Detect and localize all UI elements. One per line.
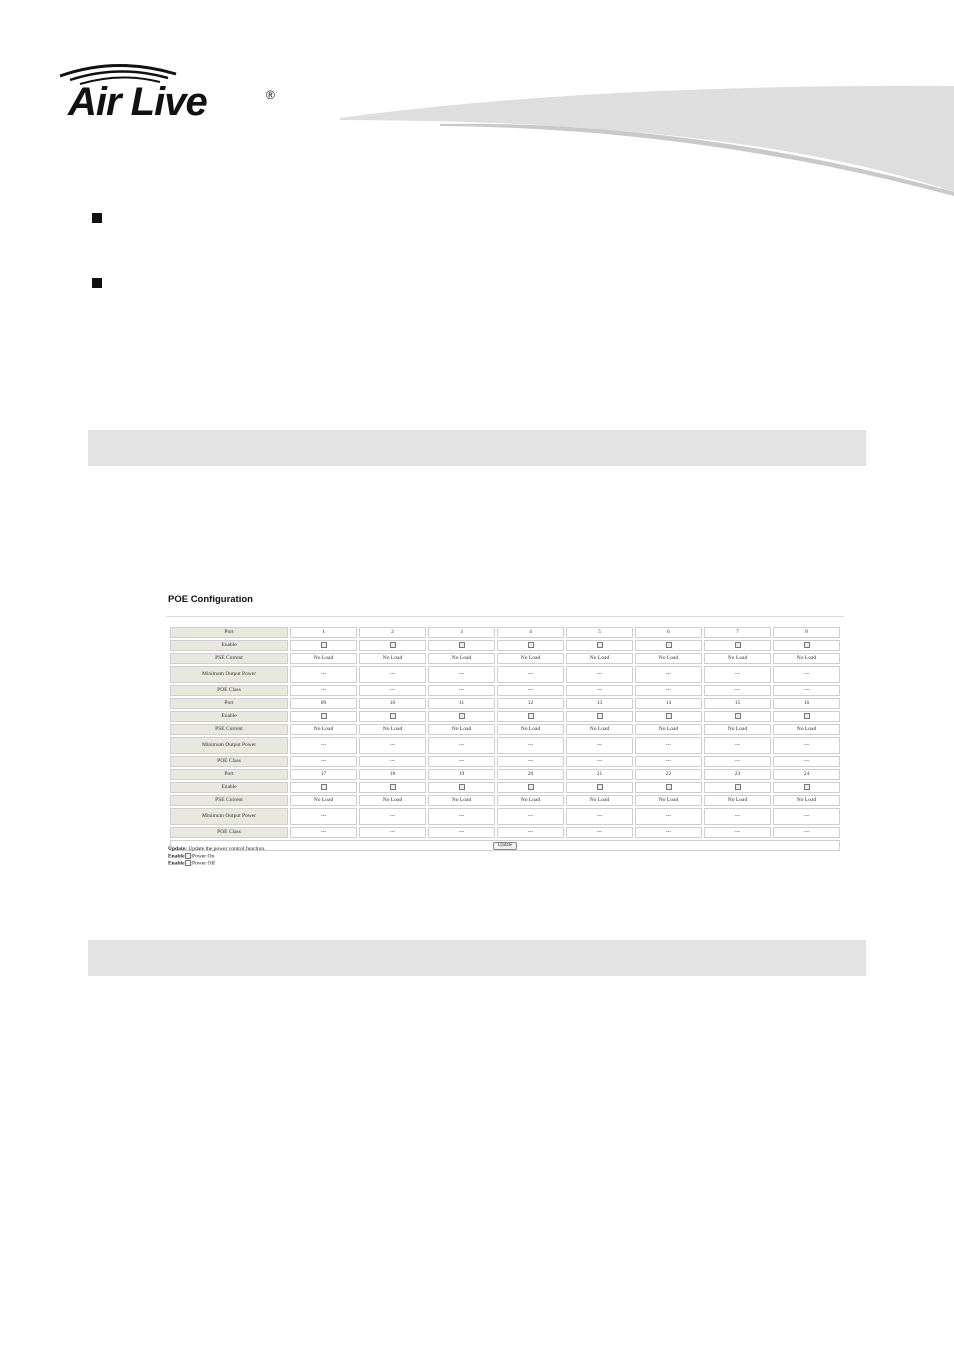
port-number-cell: 16 xyxy=(773,698,840,709)
bullet-1 xyxy=(92,213,102,223)
pse-current-row xyxy=(170,653,840,664)
enable-cell xyxy=(290,782,357,793)
poe-class-cell: --- xyxy=(704,685,771,696)
min-output-label: Minimum Output Power xyxy=(170,737,288,754)
enable-checkbox[interactable] xyxy=(666,784,672,790)
min-output-cell: --- xyxy=(773,808,840,825)
min-output-row xyxy=(170,808,840,825)
pse-current-cell: No Load xyxy=(359,653,426,664)
poe-class-cell: --- xyxy=(635,756,702,767)
update-row xyxy=(170,840,840,851)
header-swoosh-graphic xyxy=(340,80,954,200)
pse-current-cell: No Load xyxy=(497,724,564,735)
enable-cell xyxy=(635,782,702,793)
poe-class-cell: --- xyxy=(290,827,357,838)
pse-current-cell: No Load xyxy=(428,653,495,664)
enable-cell xyxy=(635,711,702,722)
min-output-cell: --- xyxy=(704,737,771,754)
min-output-cell: --- xyxy=(290,666,357,683)
min-output-cell: --- xyxy=(566,808,633,825)
min-output-cell: --- xyxy=(635,666,702,683)
min-output-cell: --- xyxy=(704,808,771,825)
enable-label: Enable xyxy=(170,711,288,722)
poe-notes xyxy=(168,846,265,868)
pse-current-cell: No Load xyxy=(773,724,840,735)
port-number-cell: 23 xyxy=(704,769,771,780)
port-number-cell: 12 xyxy=(497,698,564,709)
min-output-cell: --- xyxy=(359,808,426,825)
poe-class-label: POE Class xyxy=(170,685,288,696)
enable-checkbox[interactable] xyxy=(390,784,396,790)
enable-cell xyxy=(428,640,495,651)
port-number-cell: 15 xyxy=(704,698,771,709)
pse-current-row xyxy=(170,724,840,735)
enable-cell xyxy=(704,782,771,793)
poe-class-row xyxy=(170,685,840,696)
note-update-text: Update the power control function. xyxy=(188,846,266,852)
poe-class-label: POE Class xyxy=(170,827,288,838)
min-output-cell: --- xyxy=(428,666,495,683)
port-number-cell: 7 xyxy=(704,627,771,638)
poe-class-cell: --- xyxy=(566,685,633,696)
section-header-band-2 xyxy=(88,940,866,976)
airlive-logo xyxy=(56,58,286,128)
enable-checkbox[interactable] xyxy=(321,642,327,648)
port-number-cell: 11 xyxy=(428,698,495,709)
enable-cell xyxy=(290,640,357,651)
poe-class-cell: --- xyxy=(566,756,633,767)
port-label: Port xyxy=(170,627,288,638)
port-number-cell: 14 xyxy=(635,698,702,709)
port-row xyxy=(170,698,840,709)
poe-class-cell: --- xyxy=(566,827,633,838)
poe-class-cell: --- xyxy=(359,685,426,696)
port-number-cell: 19 xyxy=(428,769,495,780)
pse-current-label: PSE Current xyxy=(170,653,288,664)
enable-checkbox[interactable] xyxy=(390,642,396,648)
enable-label: Enable xyxy=(170,782,288,793)
port-number-cell: 8 xyxy=(773,627,840,638)
pse-current-cell: No Load xyxy=(773,653,840,664)
min-output-cell: --- xyxy=(773,737,840,754)
pse-current-cell: No Load xyxy=(497,795,564,806)
pse-current-cell: No Load xyxy=(290,724,357,735)
enable-checkbox[interactable] xyxy=(597,713,603,719)
port-number-cell: 20 xyxy=(497,769,564,780)
poe-class-cell: --- xyxy=(290,685,357,696)
poe-class-cell: --- xyxy=(290,756,357,767)
min-output-cell: --- xyxy=(566,666,633,683)
section-header-band-1 xyxy=(88,430,866,466)
enable-cell xyxy=(773,782,840,793)
enable-checkbox[interactable] xyxy=(804,642,810,648)
port-number-cell: 1 xyxy=(290,627,357,638)
poe-class-cell: --- xyxy=(359,827,426,838)
min-output-cell: --- xyxy=(635,808,702,825)
min-output-label: Minimum Output Power xyxy=(170,808,288,825)
enable-cell xyxy=(290,711,357,722)
bullet-2 xyxy=(92,278,102,288)
enable-checkbox[interactable] xyxy=(735,642,741,648)
enable-label: Enable xyxy=(170,640,288,651)
min-output-cell: --- xyxy=(428,808,495,825)
enable-cell xyxy=(704,640,771,651)
enable-checkbox[interactable] xyxy=(321,784,327,790)
port-number-cell: 2 xyxy=(359,627,426,638)
update-button[interactable]: Update xyxy=(493,842,517,850)
pse-current-label: PSE Current xyxy=(170,795,288,806)
port-label: Port xyxy=(170,698,288,709)
pse-current-label: PSE Current xyxy=(170,724,288,735)
pse-current-cell: No Load xyxy=(290,653,357,664)
enable-checkbox[interactable] xyxy=(735,713,741,719)
poe-class-label: POE Class xyxy=(170,756,288,767)
min-output-cell: --- xyxy=(566,737,633,754)
pse-current-cell: No Load xyxy=(635,653,702,664)
poe-configuration-panel xyxy=(166,588,844,870)
min-output-cell: --- xyxy=(635,737,702,754)
port-row xyxy=(170,769,840,780)
enable-cell xyxy=(497,711,564,722)
logo-registered-mark: ® xyxy=(266,88,275,102)
pse-current-cell: No Load xyxy=(428,724,495,735)
note-enable-label-off: Enable xyxy=(168,860,185,867)
port-number-cell: 6 xyxy=(635,627,702,638)
min-output-cell: --- xyxy=(290,737,357,754)
enable-cell xyxy=(359,640,426,651)
poe-class-cell: --- xyxy=(497,827,564,838)
logo-text: Air Live xyxy=(68,80,207,124)
pse-current-cell: No Load xyxy=(773,795,840,806)
pse-current-cell: No Load xyxy=(359,724,426,735)
port-number-cell: 09 xyxy=(290,698,357,709)
pse-current-cell: No Load xyxy=(359,795,426,806)
enable-cell xyxy=(773,711,840,722)
poe-class-cell: --- xyxy=(359,756,426,767)
pse-current-cell: No Load xyxy=(497,653,564,664)
min-output-cell: --- xyxy=(704,666,771,683)
min-output-cell: --- xyxy=(773,666,840,683)
pse-current-cell: No Load xyxy=(290,795,357,806)
poe-class-cell: --- xyxy=(497,685,564,696)
poe-class-cell: --- xyxy=(704,756,771,767)
enable-checkbox[interactable] xyxy=(804,784,810,790)
note-power-off: :Power Off xyxy=(190,860,216,867)
min-output-row xyxy=(170,737,840,754)
enable-row xyxy=(170,711,840,722)
enable-checkbox[interactable] xyxy=(459,784,465,790)
port-label: Port xyxy=(170,769,288,780)
poe-class-cell: --- xyxy=(773,756,840,767)
min-output-cell: --- xyxy=(359,737,426,754)
pse-current-cell: No Load xyxy=(635,795,702,806)
enable-checkbox[interactable] xyxy=(597,784,603,790)
enable-cell xyxy=(566,640,633,651)
enable-row xyxy=(170,640,840,651)
enable-checkbox[interactable] xyxy=(528,713,534,719)
min-output-cell: --- xyxy=(497,737,564,754)
min-output-cell: --- xyxy=(290,808,357,825)
title-divider xyxy=(166,616,844,617)
enable-checkbox[interactable] xyxy=(528,642,534,648)
poe-class-cell: --- xyxy=(428,827,495,838)
poe-class-cell: --- xyxy=(428,756,495,767)
poe-class-cell: --- xyxy=(497,756,564,767)
enable-checkbox[interactable] xyxy=(528,784,534,790)
poe-class-row xyxy=(170,827,840,838)
port-number-cell: 3 xyxy=(428,627,495,638)
poe-class-row xyxy=(170,756,840,767)
note-power-on: :Power On xyxy=(190,853,215,860)
note-enable-label-on: Enable xyxy=(168,853,185,860)
enable-cell xyxy=(359,711,426,722)
enable-checkbox[interactable] xyxy=(666,713,672,719)
enable-cell xyxy=(497,782,564,793)
min-output-cell: --- xyxy=(359,666,426,683)
port-number-cell: 17 xyxy=(290,769,357,780)
pse-current-cell: No Load xyxy=(566,724,633,735)
poe-class-cell: --- xyxy=(635,685,702,696)
enable-checkbox[interactable] xyxy=(321,713,327,719)
note-update-label: Update: xyxy=(168,846,187,852)
poe-configuration-title: POE Configuration xyxy=(168,594,253,605)
port-number-cell: 18 xyxy=(359,769,426,780)
poe-port-table xyxy=(168,625,842,853)
enable-cell xyxy=(704,711,771,722)
min-output-label: Minimum Output Power xyxy=(170,666,288,683)
enable-cell xyxy=(773,640,840,651)
enable-checkbox[interactable] xyxy=(804,713,810,719)
enable-cell xyxy=(428,711,495,722)
enable-checkbox[interactable] xyxy=(597,642,603,648)
poe-class-cell: --- xyxy=(428,685,495,696)
update-cell xyxy=(170,840,840,851)
port-row xyxy=(170,627,840,638)
port-number-cell: 5 xyxy=(566,627,633,638)
pse-current-cell: No Load xyxy=(566,795,633,806)
poe-class-cell: --- xyxy=(773,685,840,696)
pse-current-cell: No Load xyxy=(704,795,771,806)
min-output-row xyxy=(170,666,840,683)
enable-cell xyxy=(497,640,564,651)
pse-current-cell: No Load xyxy=(566,653,633,664)
port-number-cell: 4 xyxy=(497,627,564,638)
port-number-cell: 24 xyxy=(773,769,840,780)
min-output-cell: --- xyxy=(428,737,495,754)
enable-cell xyxy=(566,782,633,793)
enable-cell xyxy=(428,782,495,793)
enable-checkbox[interactable] xyxy=(390,713,396,719)
pse-current-cell: No Load xyxy=(635,724,702,735)
pse-current-cell: No Load xyxy=(704,724,771,735)
poe-class-cell: --- xyxy=(773,827,840,838)
port-number-cell: 13 xyxy=(566,698,633,709)
port-number-cell: 22 xyxy=(635,769,702,780)
poe-class-cell: --- xyxy=(704,827,771,838)
port-number-cell: 21 xyxy=(566,769,633,780)
enable-checkbox[interactable] xyxy=(459,642,465,648)
enable-row xyxy=(170,782,840,793)
poe-class-cell: --- xyxy=(635,827,702,838)
enable-checkbox[interactable] xyxy=(459,713,465,719)
pse-current-row xyxy=(170,795,840,806)
enable-checkbox[interactable] xyxy=(735,784,741,790)
pse-current-cell: No Load xyxy=(704,653,771,664)
pse-current-cell: No Load xyxy=(428,795,495,806)
min-output-cell: --- xyxy=(497,666,564,683)
enable-cell xyxy=(635,640,702,651)
enable-cell xyxy=(566,711,633,722)
enable-cell xyxy=(359,782,426,793)
enable-checkbox[interactable] xyxy=(666,642,672,648)
min-output-cell: --- xyxy=(497,808,564,825)
port-number-cell: 10 xyxy=(359,698,426,709)
